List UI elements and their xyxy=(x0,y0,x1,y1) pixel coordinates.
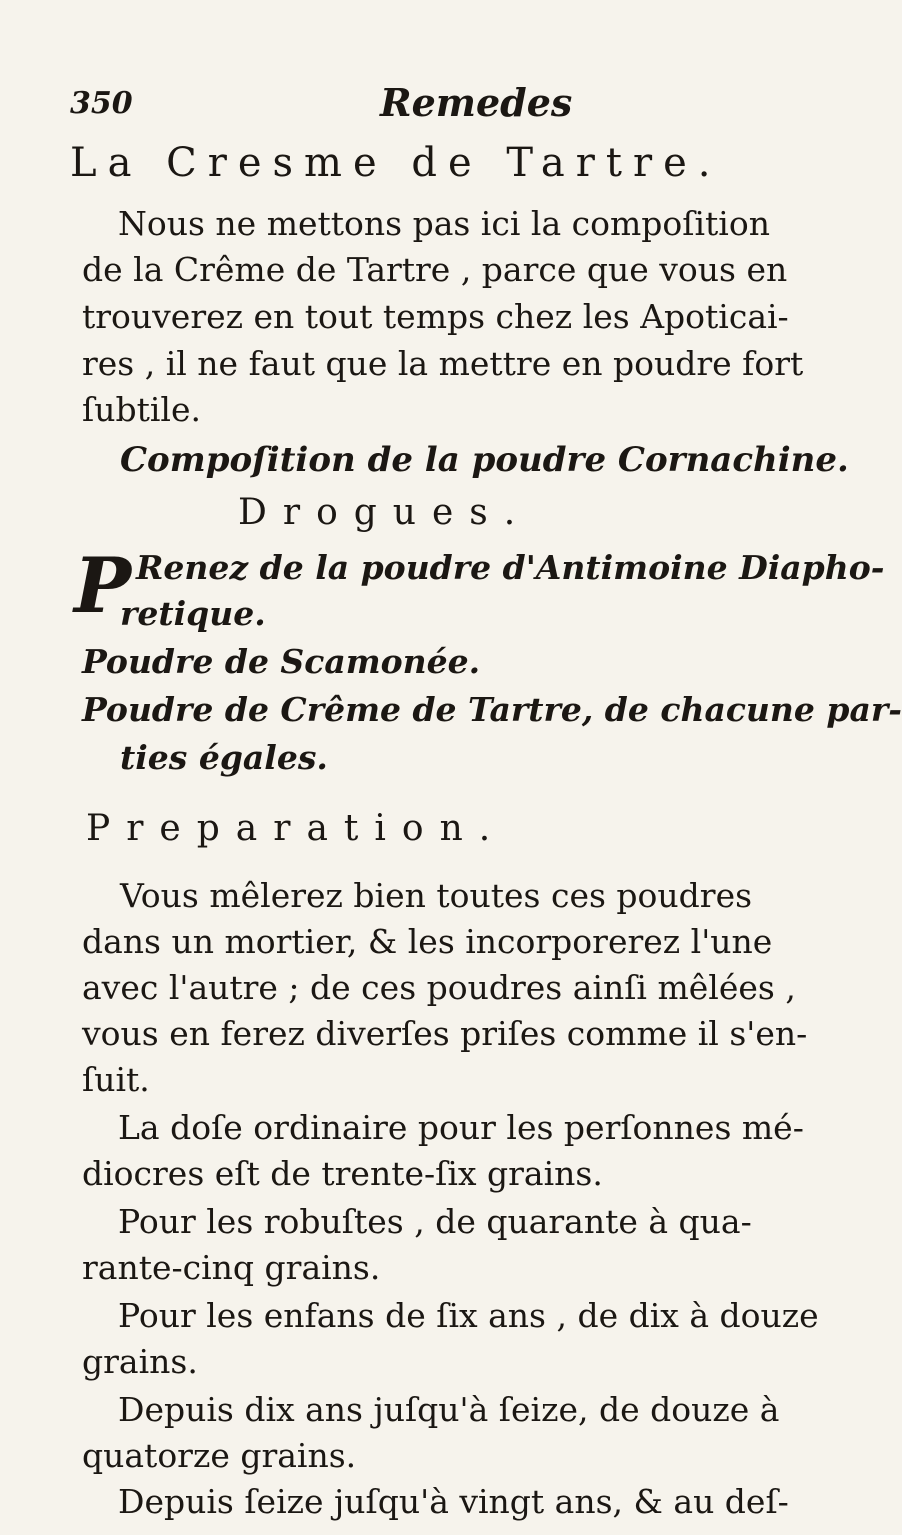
ingredient-line: Renez de la poudre d'Antimoine Diapho- xyxy=(136,548,885,587)
preparation-line: Vous mêlerez bien toutes ces poudres xyxy=(120,876,753,915)
preparation-line: diocres eſt de trente-ſix grains. xyxy=(82,1154,603,1193)
intro-line: de la Crême de Tartre , parce que vous en xyxy=(82,250,788,289)
preparation-line: grains. xyxy=(82,1342,198,1381)
ingredient-line: Poudre de Crême de Tartre, de chacune par- xyxy=(82,690,902,729)
ingredient-line: retique. xyxy=(120,594,266,633)
ingredient-line: Poudre de Scamonée. xyxy=(82,642,481,681)
preparation-line: Pour les enfans de ſix ans , de dix à douze xyxy=(118,1296,819,1335)
page-number: 350 xyxy=(70,86,133,121)
preparation-line: quatorze grains. xyxy=(82,1436,357,1475)
drop-cap: P xyxy=(74,541,132,630)
composition-heading: Compoſition de la poudre Cornachine. xyxy=(120,440,849,480)
drogues-heading: Drogues. xyxy=(238,492,532,533)
intro-line: ſubtile. xyxy=(82,390,201,429)
preparation-line: Depuis ſeize juſqu'à vingt ans, & au deſ- xyxy=(118,1482,789,1521)
preparation-line: ſuit. xyxy=(82,1060,150,1099)
intro-line: trouverez en tout temps chez les Apoticai- xyxy=(82,297,789,336)
ingredient-line: ties égales. xyxy=(120,738,328,777)
preparation-line: La doſe ordinaire pour les perſonnes mé- xyxy=(118,1108,804,1147)
preparation-heading: Preparation. xyxy=(86,808,507,849)
preparation-line: Pour les robuſtes , de quarante à qua- xyxy=(118,1202,752,1241)
preparation-line: vous en ferez diverſes priſes comme il s'en- xyxy=(82,1014,808,1053)
preparation-line: dans un mortier, & les incorporerez l'une xyxy=(82,922,773,961)
intro-line: Nous ne mettons pas ici la compoſition xyxy=(118,204,770,243)
preparation-line: avec l'autre ; de ces poudres ainſi mêlées , xyxy=(82,968,796,1007)
preparation-line: rante-cinq grains. xyxy=(82,1248,381,1287)
intro-line: res , il ne faut que la mettre en poudre fort xyxy=(82,344,804,383)
running-head: Remedes xyxy=(380,80,573,125)
preparation-line: Depuis dix ans juſqu'à ſeize, de douze à xyxy=(118,1390,780,1429)
section-title: La Cresme de Tartre. xyxy=(70,140,722,186)
